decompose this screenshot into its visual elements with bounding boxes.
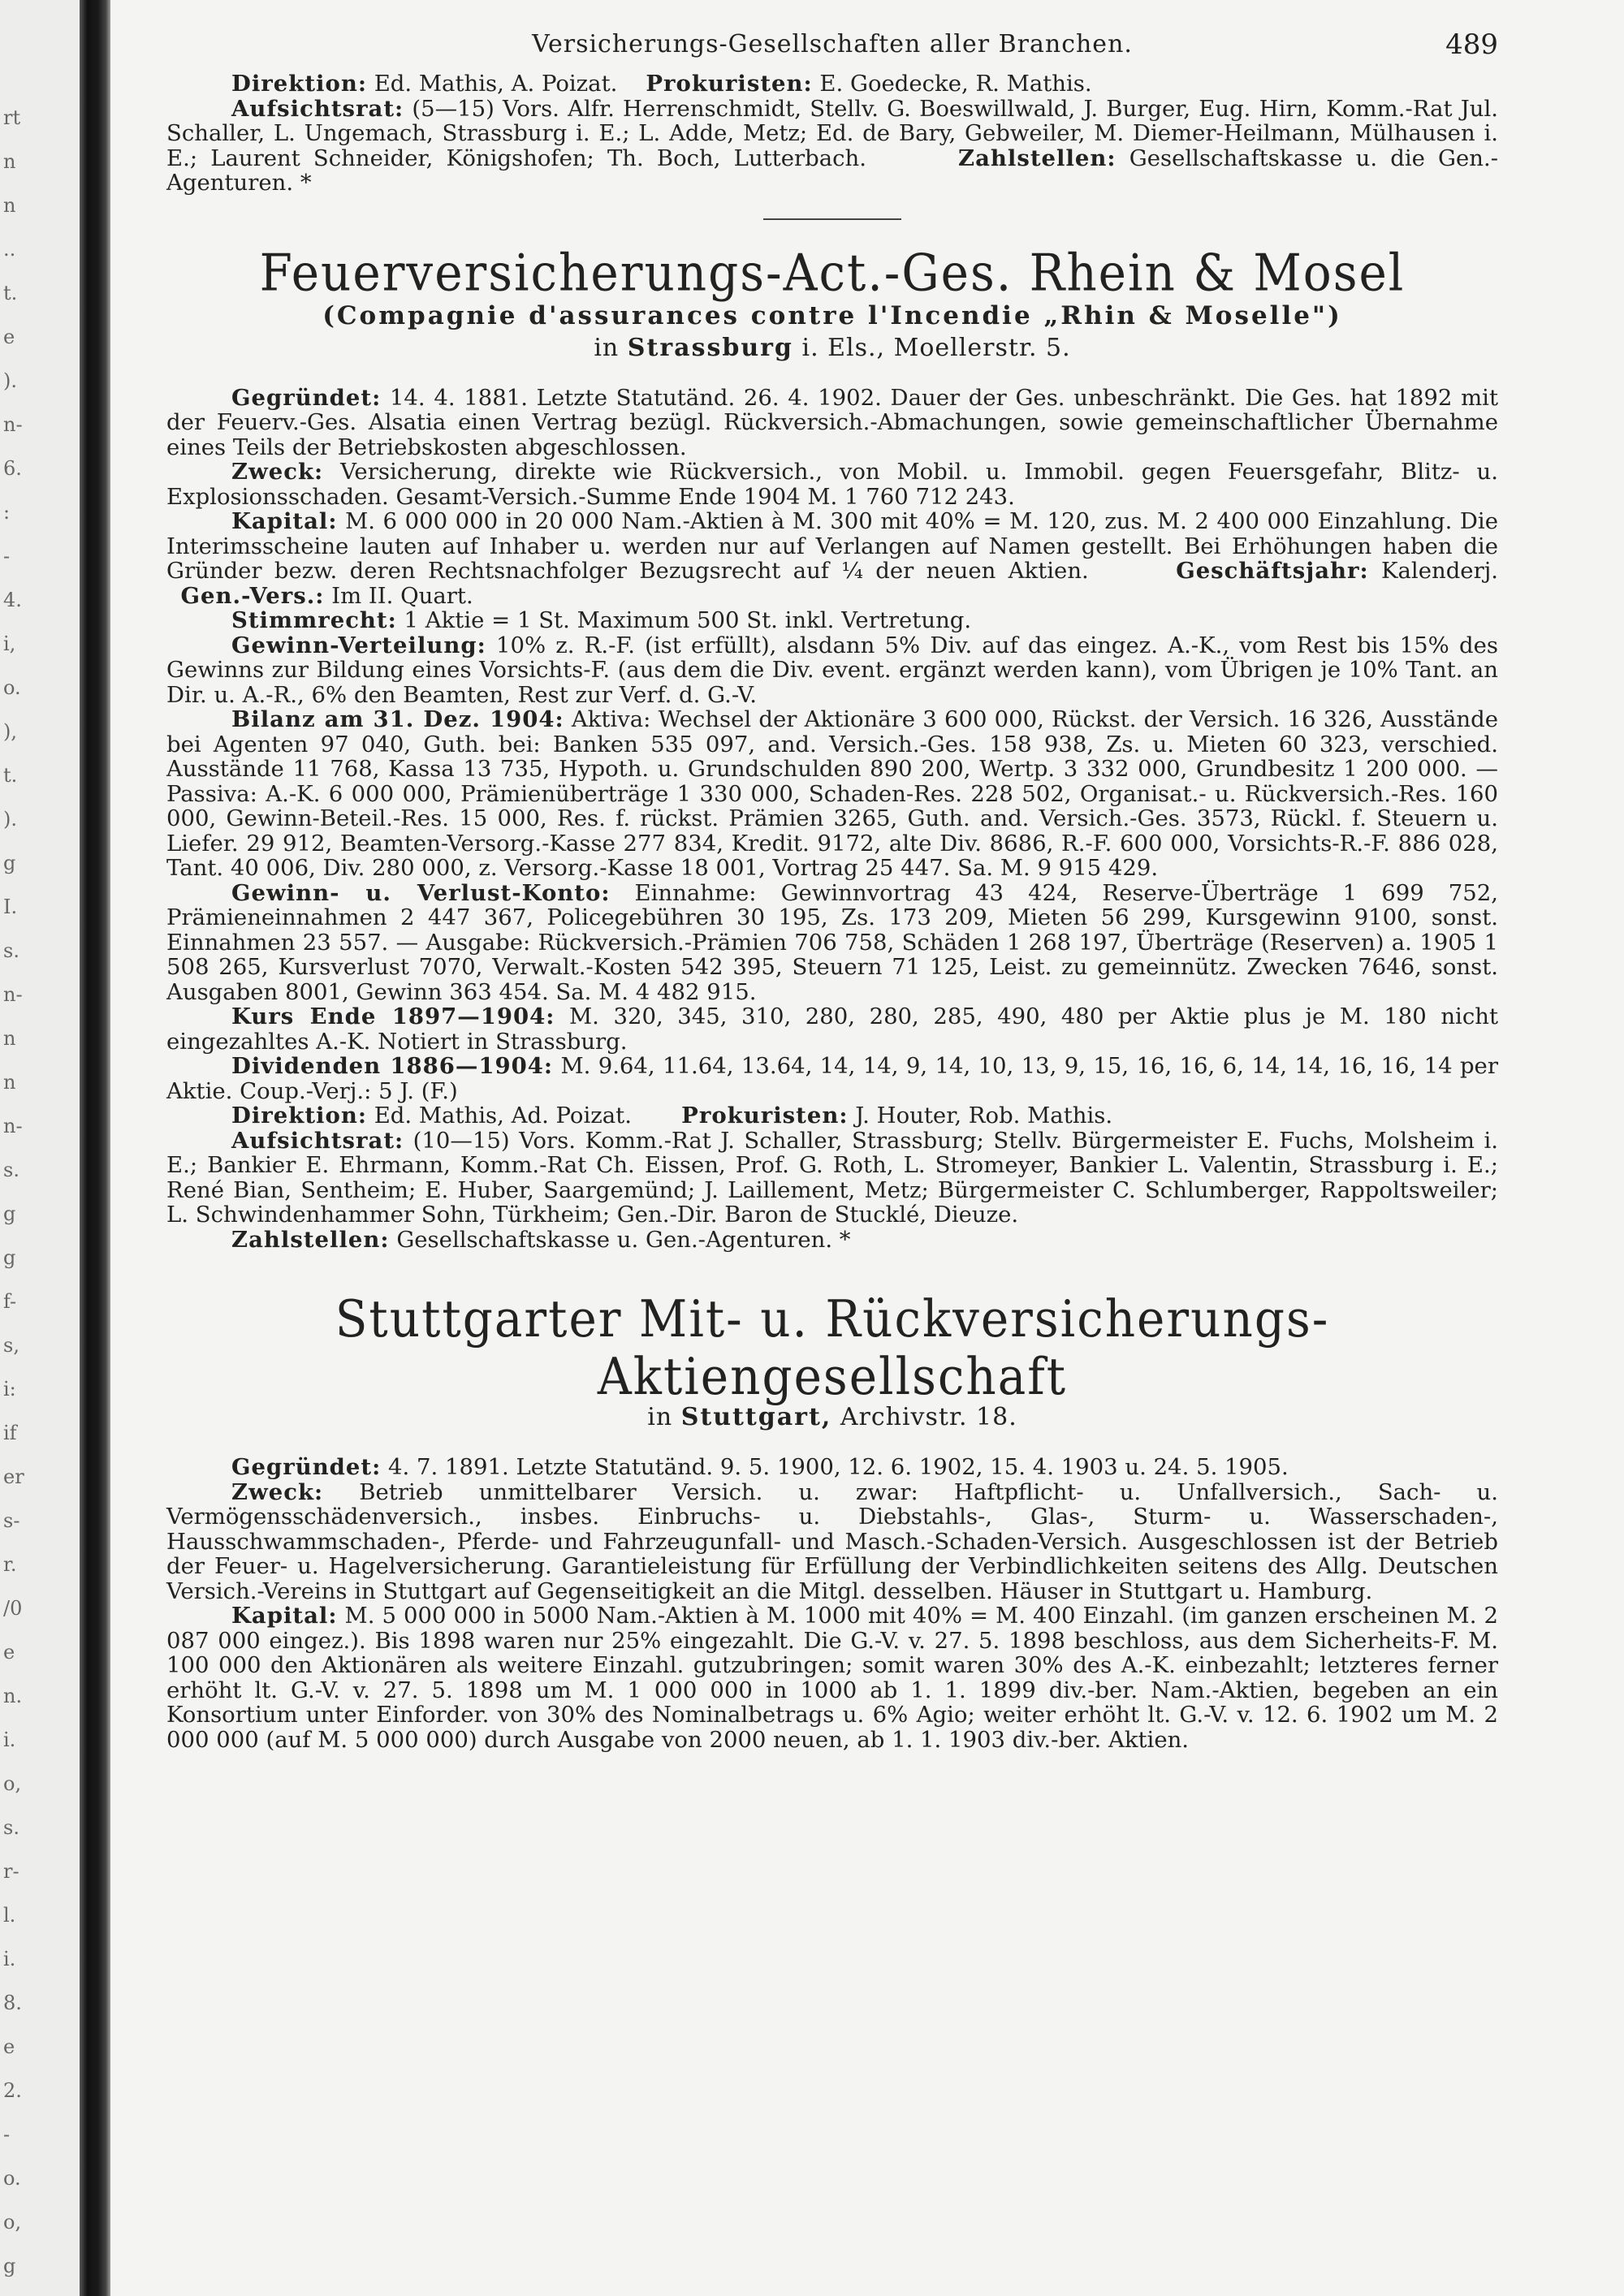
location-address: i. Els., Moellerstr. 5. <box>801 333 1071 362</box>
guv-label: Gewinn- u. Verlust-Konto: <box>231 879 611 906</box>
zweck-paragraph <box>166 1480 1498 1604</box>
margin-fragment: .. <box>3 238 16 261</box>
margin-fragment: s. <box>3 939 19 962</box>
margin-fragment: er <box>3 1465 24 1488</box>
adjacent-page-margin <box>0 0 81 2296</box>
kurs-text: M. 320, 345, 310, 280, 280, 285, 490, 480 per Aktie plus je M. 180 nicht eingezahltes A.-K. Notiert in Strassburg. <box>166 1003 1498 1055</box>
margin-fragment: 2. <box>3 2079 22 2102</box>
book-spine-shadow <box>80 0 110 2296</box>
dividenden-paragraph <box>166 1054 1498 1103</box>
running-head <box>166 28 1498 68</box>
gegruendet-paragraph <box>166 386 1498 460</box>
company-title: Feuerversicherungs-Act.-Ges. Rhein & Mosel <box>259 242 1406 303</box>
zweck-label: Zweck: <box>231 459 324 485</box>
stimmrecht-label: Stimmrecht: <box>231 607 397 633</box>
margin-fragment: s. <box>3 1159 19 1181</box>
margin-fragment: ). <box>3 369 17 392</box>
kapital-text: M. 6 000 000 in 20 000 Nam.-Aktien à M. 300 mit 40% = M. 120, zus. M. 2 400 000 Einzahlung. Die Interimsscheine lauten auf Inhaber u. werden nur auf Verlangen auf Namen gestellt. Bei Erhöhungen haben die Gründer bezw. deren Rechtsnachfolger Bezugsrecht auf ¼ der neuen Aktien. <box>166 508 1498 584</box>
margin-fragment: r. <box>3 1553 17 1576</box>
margin-fragment: t. <box>3 282 18 304</box>
stimmrecht-paragraph <box>166 608 1498 633</box>
margin-fragment: n- <box>3 1115 23 1137</box>
genvers-label: Gen.-Vers.: <box>180 582 325 609</box>
entry-stuttgarter <box>166 1288 1498 1753</box>
margin-fragment: o, <box>3 1772 22 1795</box>
margin-fragment: i, <box>3 632 16 655</box>
margin-fragment: g <box>3 1246 16 1269</box>
gegruendet-paragraph <box>166 1455 1498 1480</box>
gegruendet-label: Gegründet: <box>231 1454 382 1480</box>
margin-fragment: - <box>3 2123 11 2146</box>
margin-fragment: s. <box>3 1816 19 1839</box>
location-in: in <box>594 333 620 362</box>
gegruendet-text: 4. 7. 1891. Letzte Statutänd. 9. 5. 1900, 12. 6. 1902, 15. 4. 1903 u. 24. 5. 1905. <box>388 1454 1289 1480</box>
book-page <box>166 28 1499 1753</box>
gegruendet-label: Gegründet: <box>231 384 382 411</box>
running-head-title: Versicherungs-Gesellschaften aller Branchen. <box>532 30 1133 58</box>
margin-fragment: n- <box>3 413 23 436</box>
aufsichtsrat-text: (5—15) Vors. Alfr. Herrenschmidt, Stellv. G. Boeswillwald, J. Burger, Eug. Hirn, Komm.-Rat Jul. Schaller, L. Ungemach, Strassburg i. E.; L. Adde, Metz; Ed. de Bary, Gebweiler, M. Diemer-Heilmann, Mülhausen i. E.; Laurent Schneider, Königshofen; Th. Boch, Lutterbach. <box>166 95 1498 171</box>
margin-fragment: o, <box>3 2211 22 2233</box>
margin-fragment: g <box>3 1202 16 1225</box>
dividenden-text: M. 9.64, 11.64, 13.64, 14, 14, 9, 14, 10, 13, 9, 15, 16, 16, 6, 14, 14, 16, 16, 14 per Aktie. Coup.-Verj.: 5 J. (F.) <box>166 1053 1498 1104</box>
prokuristen-label: Prokuristen: <box>646 71 813 97</box>
company-location <box>166 332 1498 365</box>
gewinn-verteilung-text: 10% z. R.-F. (ist erfüllt), alsdann 5% Div. auf das eingez. A.-K., vom Rest bis 15% des Gewinns zur Bildung eines Vorsichts-F. (aus dem die Div. event. ergänzt werden kann), vom Übrigen je 10% Tant. an Dir. u. A.-R., 6% den Beamten, Rest zur Verf. d. G.-V. <box>166 632 1498 708</box>
prokuristen-text: E. Goedecke, R. Mathis. <box>819 71 1092 97</box>
direktion-label: Direktion: <box>231 1103 367 1129</box>
margin-fragment: ), <box>3 720 17 743</box>
direktion-text: Ed. Mathis, Ad. Poizat. <box>374 1103 632 1129</box>
aufsichtsrat-label: Aufsichtsrat: <box>231 95 404 122</box>
guv-text: Einnahme: Gewinnvortrag 43 424, Reserve-Überträge 1 699 752, Prämieneinnahmen 2 447 367, Policegebühren 30 195, Zs. 173 209, Mieten 56 299, Kursgewinn 9100, sonst. Einnahmen 23 557. — Ausgabe: Rückversich.-Prämien 706 758, Schäden 1 268 197, Überträge (Reserven) a. 1905 1 508 265, Kursverlust 7070, Verwalt.-Kosten 542 395, Steuern 71 125, Leist. zu gemeinnütz. Zwecken 7646, sonst. Ausgaben 8001, Gewinn 363 454. Sa. M. 4 482 915. <box>166 879 1498 1005</box>
location-in: in <box>647 1403 673 1431</box>
aufsichtsrat-paragraph <box>166 97 1498 196</box>
bilanz-text: Aktiva: Wechsel der Aktionäre 3 600 000, Rückst. der Versich. 16 326, Ausstände bei Agenten 97 040, Guth. bei: Banken 535 097, and. Versich.-Ges. 158 938, Zs. u. Mieten 60 323, verschied. Ausstände 11 768, Kassa 13 735, Hypoth. u. Grundschulden 890 200, Wertp. 3 332 000, Grundbesitz 1 200 000. — Passiva: A.-K. 6 000 000, Prämienüberträge 1 330 000, Schaden-Res. 228 502, Organisat.- u. Rückversich.-Res. 160 000, Gewinn-Beteil.-Res. 15 000, Res. f. rückst. Prämien 3265, Guth. and. Versich.-Ges. 3573, Rückl. f. Steuern u. Liefer. 29 912, Beamten-Versorg.-Kasse 277 834, Kredit. 9172, alte Div. 8686, R.-F. 600 000, Vorsichts-R.-F. 886 028, Tant. 40 006, Div. 280 000, z. Versorg.-Kasse 18 001, Vortrag 25 447. Sa. M. 9 915 429. <box>166 706 1498 881</box>
margin-fragment: i. <box>3 1728 16 1751</box>
zweck-label: Zweck: <box>231 1478 324 1505</box>
margin-fragment: n. <box>3 1685 23 1707</box>
kapital-paragraph <box>166 1603 1498 1752</box>
margin-fragment: - <box>3 545 11 568</box>
margin-fragment: I. <box>3 896 18 918</box>
aufsichtsrat-text: (10—15) Vors. Komm.-Rat J. Schaller, Strassburg; Stellv. Bürgermeister E. Fuchs, Molsheim i. E.; Bankier E. Ehrmann, Komm.-Rat Ch. Eissen, Prof. G. Roth, L. Stromeyer, Bankier L. Valentin, Strassburg i. E.; René Bian, Sentheim; E. Huber, Saargemünd; J. Laillement, Metz; Bürgermeister C. Schlumberger, Rappoltsweiler; L. Schwindenhammer Sohn, Türkheim; Gen.-Dir. Baron de Stucklé, Dieuze. <box>166 1127 1498 1228</box>
zweck-paragraph <box>166 460 1498 509</box>
kurs-label: Kurs Ende 1897—1904: <box>231 1003 555 1029</box>
company-subtitle: (Compagnie d'assurances contre l'Incendie „Rhin & Moselle") <box>322 300 1342 330</box>
gegruendet-text: 14. 4. 1881. Letzte Statutänd. 26. 4. 1902. Dauer der Ges. unbeschränkt. Die Ges. hat 1892 mit der Feuerv.-Ges. Alsatia einen Vertrag bezügl. Rückversich.-Abmachungen, sowie gemeinschaftlicher Übernahme eines Teils der Betriebskosten abgeschlossen. <box>166 384 1499 460</box>
location-city: Strassburg <box>627 333 793 362</box>
direktion-paragraph <box>166 71 1498 97</box>
margin-fragment: n- <box>3 983 23 1006</box>
zahlstellen-text: Gesellschaftskasse u. die Gen.-Agenturen. * <box>166 145 1499 196</box>
margin-fragment: 6. <box>3 457 22 480</box>
bilanz-paragraph <box>166 707 1498 881</box>
kapital-label: Kapital: <box>231 508 338 534</box>
margin-fragment: i. <box>3 1948 16 1970</box>
margin-fragment: ). <box>3 808 17 831</box>
margin-fragment: n <box>3 1071 16 1094</box>
margin-fragment: t. <box>3 764 18 787</box>
direktion-text: Ed. Mathis, A. Poizat. <box>374 71 618 97</box>
margin-fragment: r- <box>3 1860 19 1883</box>
zahlstellen-label: Zahlstellen: <box>958 145 1116 171</box>
margin-fragment: 4. <box>3 589 22 611</box>
gewinn-verteilung-label: Gewinn-Verteilung: <box>231 632 486 658</box>
dividenden-label: Dividenden 1886—1904: <box>231 1053 554 1079</box>
previous-entry-tail <box>166 71 1498 196</box>
zahlstellen-text: Gesellschaftskasse u. Gen.-Agenturen. * <box>396 1226 851 1253</box>
zweck-text: Betrieb unmittelbarer Versich. u. zwar: Haftpflicht- u. Unfallversich., Sach- u. Vermögensschädenversich., insbes. Einbruchs- u. Diebstahls-, Glas-, Sturm- u. Wasserschaden-, Hausschwammschaden-, Pferde- und Fahrzeugunfall- und Masch.-Schaden-Versich. Ausgeschlossen ist der Betrieb der Feuer- u. Hagelversicherung. Garantieleistung für Erfüllung der Verbindlichkeiten seitens des Allg. Deutschen Versich.-Vereins in Stuttgart auf Gegenseitigkeit an die Mitgl. desselben. Häuser in Stuttgart u. Hamburg. <box>166 1478 1498 1604</box>
stimmrecht-text: 1 Aktie = 1 St. Maximum 500 St. inkl. Vertretung. <box>404 607 972 633</box>
page-number: 489 <box>1445 28 1498 61</box>
aufsichtsrat-label: Aufsichtsrat: <box>231 1127 404 1154</box>
kapital-paragraph <box>166 509 1498 608</box>
zahlstellen-label: Zahlstellen: <box>231 1226 390 1253</box>
margin-fragment: o. <box>3 676 21 699</box>
kapital-label: Kapital: <box>231 1603 338 1629</box>
aufsichtsrat-paragraph <box>166 1129 1498 1228</box>
kapital-text: M. 5 000 000 in 5000 Nam.-Aktien à M. 1000 mit 40% = M. 400 Einzahl. (im ganzen erscheinen M. 2 087 000 eingez.). Bis 1898 waren nur 25% eingezahlt. Die G.-V. v. 27. 5. 1898 beschloss, aus dem Sicherheits-F. M. 100 000 den Aktionären als weitere Einzahl. gutzubringen; somit waren 30% des A.-K. einbezahlt; letzteres ferner erhöht lt. G.-V. v. 27. 5. 1898 um M. 1 000 000 in 1000 ab 1. 1. 1899 div.-ber. Nam.-Aktien, begeben an ein Konsortium unter Einforder. von 30% des Nominalbetrags u. 6% Agio; weiter erhöht lt. G.-V. v. 12. 6. 1902 um M. 2 000 000 (auf M. 5 000 000) durch Ausgabe von 2000 neuen, ab 1. 1. 1903 div.-ber. Aktien. <box>166 1603 1498 1753</box>
margin-fragment: s, <box>3 1334 19 1357</box>
guv-paragraph <box>166 881 1498 1005</box>
margin-fragment: i: <box>3 1378 16 1400</box>
geschaeftsjahr-text: Kalenderj. <box>1380 558 1498 584</box>
margin-fragment: e <box>3 1641 15 1664</box>
genvers-text: Im II. Quart. <box>331 582 473 609</box>
margin-fragment: l. <box>3 1904 16 1927</box>
direktion-label: Direktion: <box>231 71 367 97</box>
margin-fragment: if <box>3 1422 17 1444</box>
margin-fragment: n <box>3 150 16 173</box>
geschaeftsjahr-label: Geschäftsjahr: <box>1176 558 1369 584</box>
zweck-text: Versicherung, direkte wie Rückversich., von Mobil. u. Immobil. gegen Feuersgefahr, Blitz- u. Explosionsschaden. Gesamt-Versich.-Summe Ende 1904 M. 1 760 712 243. <box>166 459 1498 510</box>
margin-fragment: e <box>3 326 15 348</box>
margin-fragment: /0 <box>3 1597 23 1620</box>
margin-fragment: : <box>3 501 11 524</box>
margin-fragment: 8. <box>3 1992 22 2014</box>
margin-fragment: rt <box>3 106 21 129</box>
bilanz-label: Bilanz am 31. Dez. 1904: <box>231 706 564 732</box>
entry-rhein-mosel <box>166 242 1499 1253</box>
margin-fragment: s- <box>3 1509 20 1532</box>
company-title: Stuttgarter Mit- u. Rückversicherungs-Aktiengesellschaft <box>335 1288 1330 1407</box>
location-address: Archivstr. 18. <box>840 1403 1017 1431</box>
margin-fragment: o. <box>3 2167 21 2190</box>
prokuristen-text: J. Houter, Rob. Mathis. <box>855 1103 1113 1129</box>
margin-fragment: f- <box>3 1290 17 1313</box>
location-city: Stuttgart, <box>680 1403 832 1431</box>
direktion-paragraph <box>166 1103 1498 1129</box>
margin-fragment: g <box>3 852 16 874</box>
gewinn-verteilung-paragraph <box>166 633 1498 708</box>
margin-fragment: g <box>3 2255 16 2277</box>
margin-fragment: n <box>3 1027 16 1050</box>
margin-fragment: n <box>3 194 16 217</box>
margin-fragment: e <box>3 2035 15 2058</box>
kurs-paragraph <box>166 1004 1498 1054</box>
section-divider <box>763 218 901 220</box>
prokuristen-label: Prokuristen: <box>681 1103 849 1129</box>
zahlstellen-paragraph <box>166 1228 1498 1253</box>
